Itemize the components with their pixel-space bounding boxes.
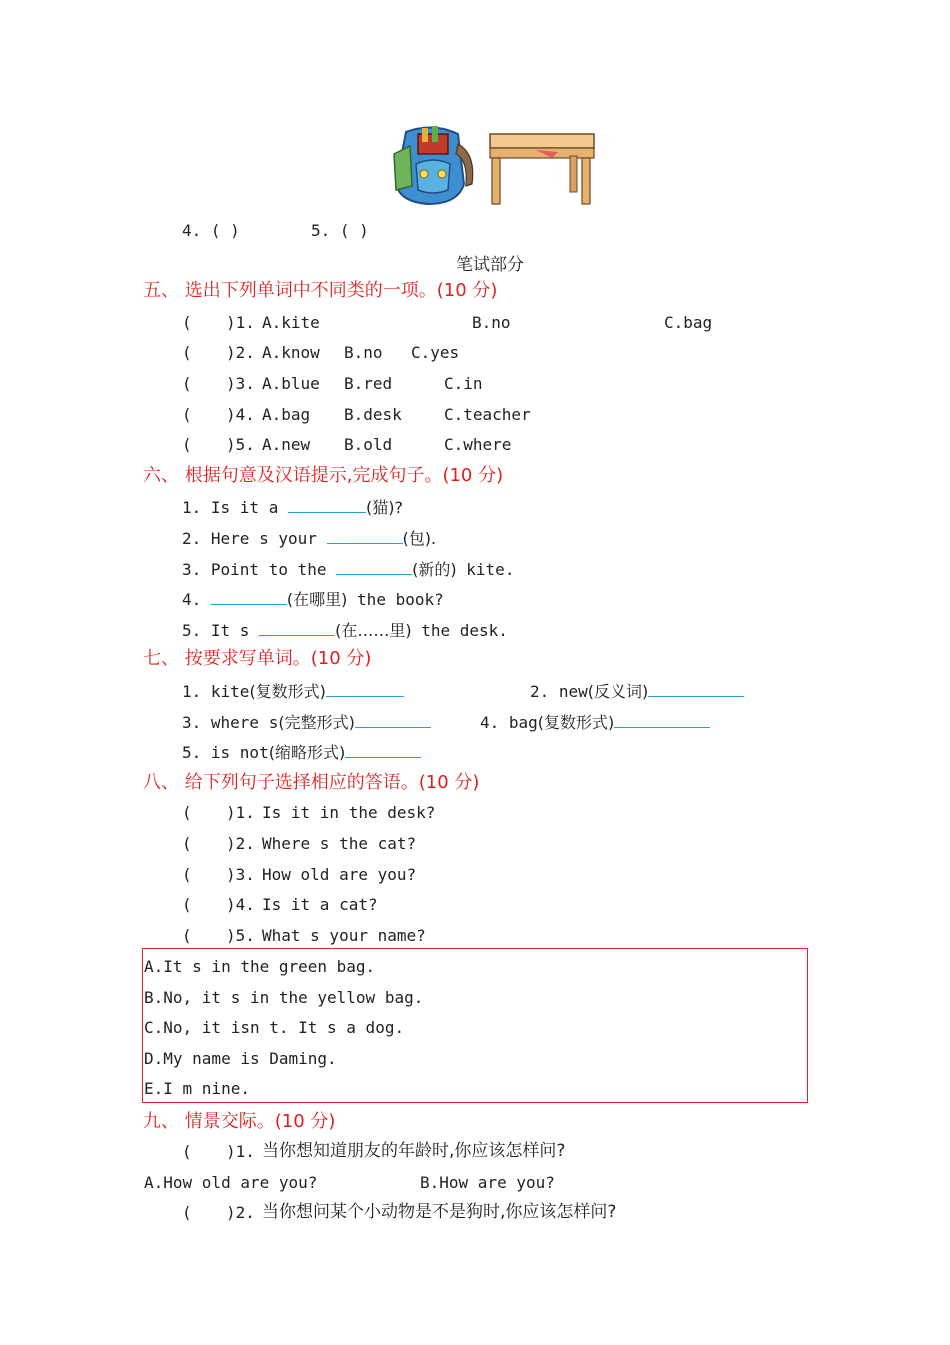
option-c: C.teacher [444,405,531,424]
hint: (新的) [412,560,457,579]
section-7-title: 七、 按要求写单词。(10 分) [143,648,372,669]
section-6-title: 六、 根据句意及汉语提示,完成句子。(10 分) [143,465,504,486]
backpack-image [388,124,478,208]
item-number: )5. [226,926,255,945]
paren: ( [182,865,192,884]
option-a: A.new [262,435,311,454]
item-number: )2. [226,343,255,362]
hint: (反义词) [587,682,649,701]
question-4-answer: 4. ( ) [182,221,240,240]
option-a: A.bag [262,405,311,424]
paren: ( [182,834,192,853]
question-5-answer: 5. ( ) [311,221,369,240]
hint: (缩略形式) [268,743,346,762]
sentence-text: 5. It s [182,621,250,640]
sentence-1 [182,496,403,518]
desk-image [486,128,598,208]
option-b: B.no [472,313,511,332]
sentence-4 [182,588,444,610]
item-number: )4. [226,895,255,914]
sentence-5 [182,619,508,641]
option-a: A.How old are you? [144,1173,318,1192]
sentence-text: the book? [357,590,444,609]
sentence-text: 1. Is it a [182,498,279,517]
word-item-1 [182,680,404,702]
answer-option: A.It s in the green bag. [144,957,376,976]
hint: (复数形式) [537,713,615,732]
word: 2. new [530,682,588,701]
question-text: Is it in the desk? [262,803,436,822]
option-b: B.old [344,435,393,454]
written-part-title: 笔试部分 [456,255,524,275]
question-text: 当你想问某个小动物是不是狗时,你应该怎样问? [262,1202,617,1222]
item-number: )3. [226,374,255,393]
answer-blank[interactable] [614,711,710,728]
option-a: A.kite [262,313,320,332]
answer-blank[interactable] [259,619,335,636]
answer-blank[interactable] [345,741,421,758]
item-number: )4. [226,405,255,424]
hint: (猫)? [365,498,403,517]
option-b: B.red [344,374,393,393]
question-text: What s your name? [262,926,426,945]
option-a: A.blue [262,374,320,393]
question-text: Is it a cat? [262,895,378,914]
answer-blank[interactable] [326,680,404,697]
answer-blank[interactable] [355,711,431,728]
word-item-4 [480,711,710,733]
section-9-title: 九、 情景交际。(10 分) [143,1111,336,1132]
option-c: C.in [444,374,483,393]
question-text: 当你想知道朋友的年龄时,你应该怎样问? [262,1141,566,1161]
item-number: )2. [226,834,255,853]
hint: (完整形式) [278,713,355,732]
word-item-5 [182,741,421,763]
section-8-title: 八、 给下列句子选择相应的答语。(10 分) [143,772,480,793]
hint: (复数形式) [249,682,326,701]
option-c: C.bag [664,313,713,332]
answer-blank[interactable] [288,496,366,513]
hint: (在……里) [335,621,412,640]
paren: ( [182,374,192,393]
question-text: Where s the cat? [262,834,417,853]
item-number: )5. [226,435,255,454]
word: 1. kite [182,682,250,701]
option-a: A.know [262,343,320,362]
option-c: C.yes [411,343,460,362]
sentence-3 [182,558,514,580]
item-number: )3. [226,865,255,884]
word-item-3 [182,711,431,733]
answer-blank[interactable] [327,527,403,544]
paren: ( [182,343,192,362]
item-number: )1. [226,313,255,332]
sentence-text: 3. Point to the [182,560,327,579]
paren: ( [182,1203,192,1222]
hint: (包). [402,529,437,548]
paren: ( [182,926,192,945]
word: 3. where s [182,713,279,732]
item-number: )1. [226,803,255,822]
answer-blank[interactable] [336,558,412,575]
hint: (在哪里) [286,590,348,609]
item-number: )1. [226,1142,255,1161]
answer-option: D.My name is Daming. [144,1049,337,1068]
section-5-title: 五、 选出下列单词中不同类的一项。(10 分) [143,280,498,301]
sentence-text: 2. Here s your [182,529,317,548]
paren: ( [182,895,192,914]
paren: ( [182,1142,192,1161]
sentence-text: kite. [466,560,515,579]
answer-option: B.No, it s in the yellow bag. [144,988,424,1007]
option-b: B.How are you? [420,1173,555,1192]
item-number: )2. [226,1203,255,1222]
answer-blank[interactable] [648,680,744,697]
paren: ( [182,803,192,822]
word: 4. bag [480,713,538,732]
option-b: B.no [344,343,383,362]
word-item-2 [530,680,744,702]
paren: ( [182,405,192,424]
word: 5. is not [182,743,269,762]
sentence-text: the desk. [421,621,508,640]
answer-option: E.I m nine. [144,1079,250,1098]
paren: ( [182,435,192,454]
option-c: C.where [444,435,512,454]
option-b: B.desk [344,405,402,424]
sentence-text: 4. [182,590,202,609]
answer-blank[interactable] [211,588,287,605]
answer-option: C.No, it isn t. It s a dog. [144,1018,405,1037]
sentence-2 [182,527,436,549]
paren: ( [182,313,192,332]
question-text: How old are you? [262,865,417,884]
